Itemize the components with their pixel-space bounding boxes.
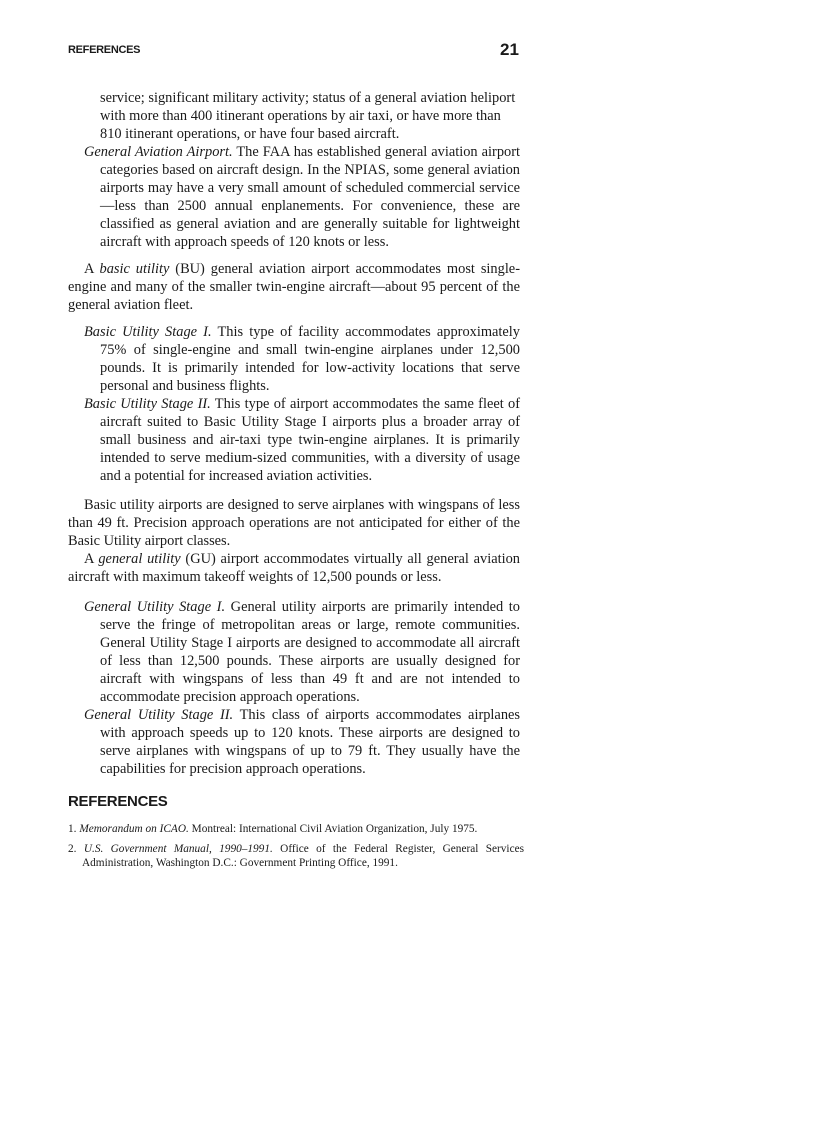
gu-stage-1-definition <box>68 598 520 706</box>
paragraph-text: (BU) general aviation airport accommodates most single-engine and many of the smaller twin-engine aircraft—about 95 percent of the general aviation fleet. <box>68 261 520 313</box>
reference-details: Office of the Federal Register, General Services Administration, Washington D.C.: Government Printing Office, 1991. <box>82 843 525 869</box>
definition-term: Basic Utility Stage I. <box>84 324 212 340</box>
bu-stage-list <box>68 323 520 485</box>
ga-airport-item <box>68 143 520 251</box>
basic-utility-intro <box>68 260 520 314</box>
running-header: REFERENCES <box>68 44 141 56</box>
page-number: 21 <box>500 40 519 59</box>
definition-text: General utility airports are primarily intended to serve the fringe of metropolitan areas or large, remote communities. General Utility Stage I airports are designed to accommodate all aircraft of less than 12,500 pounds. These airports are usually designed for aircraft with wingspans of less than 49 ft and are not intended to accommodate precision approach operations. <box>100 599 520 705</box>
reference-title: Memorandum on ICAO. <box>79 823 189 835</box>
inline-term: general utility <box>98 551 181 567</box>
continued-line: with more than 400 itinerant operations by air taxi, or have more than <box>100 108 501 124</box>
paragraph <box>68 260 520 314</box>
bu-stage-1-definition <box>68 323 520 395</box>
reference-details: Montreal: International Civil Aviation Organization, July 1975. <box>188 823 478 835</box>
bu-stage-2-definition <box>68 395 520 485</box>
definition-term: Basic Utility Stage II. <box>84 396 211 412</box>
reference-item <box>68 822 524 836</box>
inline-term: basic utility <box>99 261 170 277</box>
paragraph-text: (GU) airport accommodates virtually all general aviation aircraft with maximum takeoff weights of 12,500 pounds or less. <box>68 551 520 585</box>
definition-term: General Utility Stage II. <box>84 707 234 723</box>
paragraph-text: A <box>84 551 99 567</box>
ga-airport-definition <box>68 143 520 251</box>
definition-text: This class of airports accommodates airplanes with approach speeds up to 120 knots. These airports are designed to serve airplanes with wingspans of up to 79 ft. They usually have the capabilities for precision approach operations. <box>100 707 520 777</box>
definition-text: The FAA has established general aviation airport categories based on aircraft design. In the NPIAS, some general aviation airports may have a very small amount of scheduled commercial service—less than 2500 annual enplanements. For convenience, these are classified as general aviation and are generally suitable for lightweight aircraft with approach speeds of 120 knots or less. <box>100 144 520 250</box>
paragraph-text: A <box>84 261 100 277</box>
references-heading: REFERENCES <box>68 793 168 810</box>
definition-term: General Aviation Airport. <box>84 144 233 160</box>
definition-term: General Utility Stage I. <box>84 599 226 615</box>
paragraph: Basic utility airports are designed to serve airplanes with wingspans of less than 49 ft. Precision approach operations are not anticipated for either of the Basic Utility airport classes. <box>68 497 520 549</box>
reference-title: U.S. Government Manual, 1990–1991. <box>83 843 273 855</box>
paragraph <box>68 550 520 586</box>
references-list <box>68 822 524 876</box>
reference-number: 2. <box>68 843 77 855</box>
gu-stage-2-definition <box>68 706 520 778</box>
gu-stage-list <box>68 598 520 778</box>
continued-item <box>68 89 520 143</box>
definition-text: This type of airport accommodates the same fleet of aircraft suited to Basic Utility Stage I airports plus a broader array of small business and air-taxi type twin-engine airplanes. It is primarily intended to serve medium-sized communities, with a diversity of usage and a potential for increased aviation activities. <box>100 396 520 484</box>
definition-text: This type of facility accommodates approximately 75% of single-engine and small twin-engine airplanes under 12,500 pounds. It is primarily intended for low-activity locations that serve personal and business flights. <box>100 324 520 394</box>
reference-item <box>68 842 524 870</box>
reference-number: 1. <box>68 823 77 835</box>
continued-line: service; significant military activity; status of a general aviation heliport <box>100 90 516 106</box>
bu-design-gu-intro <box>68 496 520 586</box>
continued-line: 810 itinerant operations, or have four based aircraft. <box>100 126 400 142</box>
